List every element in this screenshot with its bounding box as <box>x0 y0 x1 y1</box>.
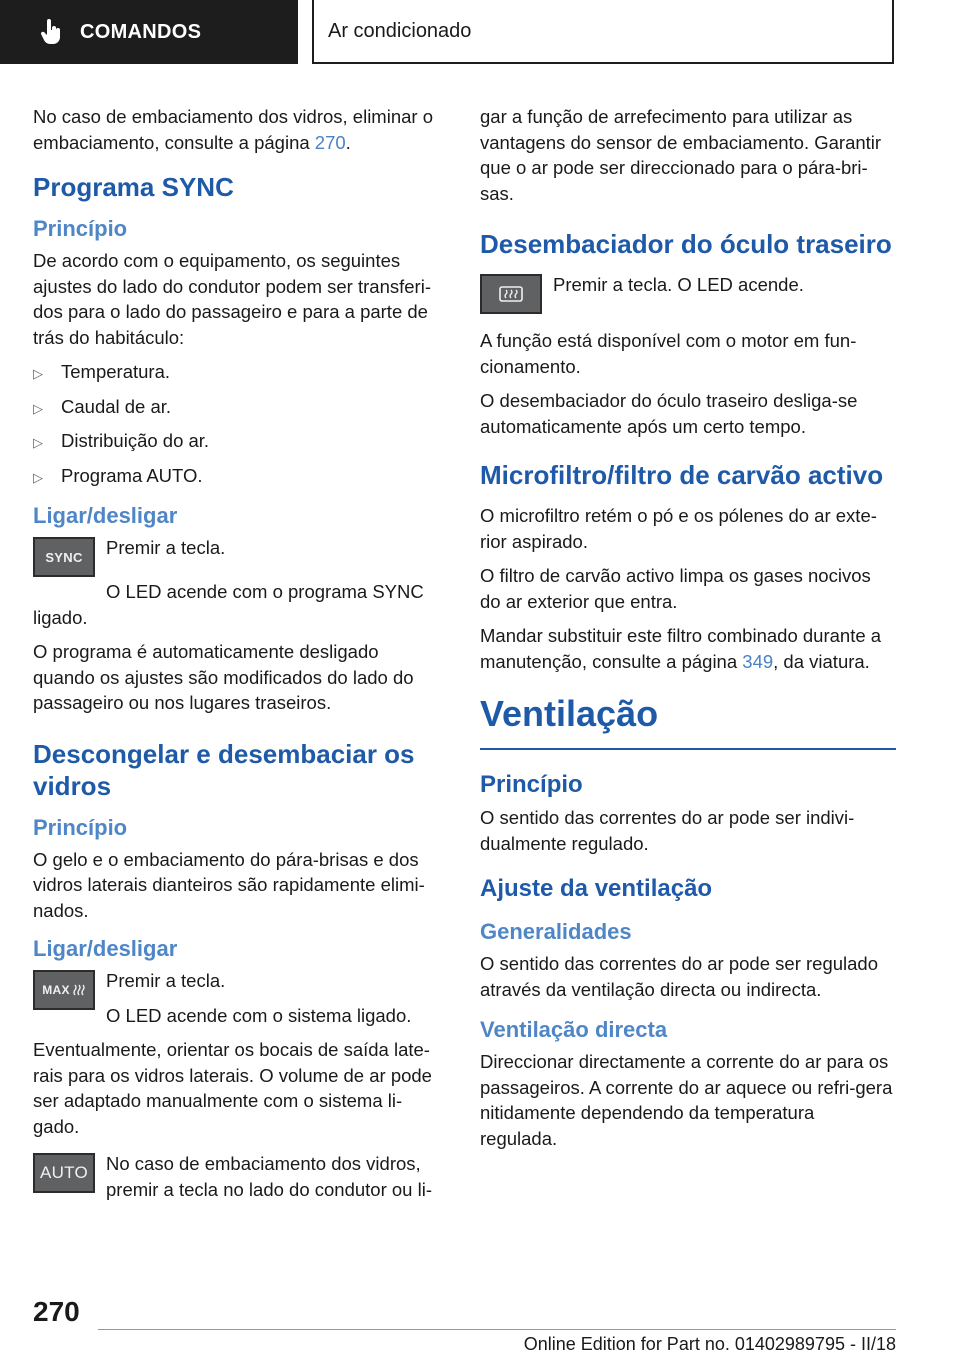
chapter-title-text: Ar condicionado <box>328 19 472 42</box>
left-column <box>33 104 445 1211</box>
auto-text: No caso de embaciamento dos vidros, premir a tecla no lado do condutor ou li- <box>106 1153 432 1200</box>
triangle-bullet-icon: ▷ <box>33 366 43 381</box>
intro-paragraph: No caso de embaciamento dos vidros, eliminar o embaciamento, consulte a página 270. <box>33 106 433 153</box>
edition-footer: Online Edition for Part no. 01402989795 - II/18 <box>523 1334 896 1354</box>
sync-principle-heading: Princípio <box>33 216 128 241</box>
defrost-principle-text: O gelo e o embaciamento do pára-brisas e dos vidros laterais dianteiros são rapidamente elimi-nados. <box>33 848 425 921</box>
hand-pointer-icon <box>40 19 62 45</box>
triangle-bullet-icon: ▷ <box>33 400 43 416</box>
chapter-title <box>312 0 894 64</box>
sync-onoff-heading: Ligar/desligar <box>33 503 178 528</box>
rear-heater-symbol-icon <box>498 285 524 303</box>
page-reference-link[interactable]: 270 <box>314 131 346 153</box>
max-press-text: Premir a tecla. <box>106 970 226 991</box>
rear-key-row <box>480 272 896 314</box>
list-item: ▷ Temperatura. <box>33 359 445 387</box>
right-column <box>480 104 896 1160</box>
defrost-onoff-heading: Ligar/desligar <box>33 936 178 961</box>
defrost-heading: Descongelar e desembaciar os vidros <box>33 738 415 801</box>
vents-text: Eventualmente, orientar os bocais de saída late-rais para os vidros laterais. O volume de ar pode ser adaptado manualmente com o sistema li-gado. <box>33 1039 432 1137</box>
filter-text-1: O microfiltro retém o pó e os pólenes do ar exte-rior aspirado. <box>480 505 877 552</box>
sync-key-icon: SYNC <box>33 537 95 577</box>
list-item: ▷ Caudal de ar. <box>33 394 445 422</box>
auto-key-icon: AUTO <box>33 1153 95 1193</box>
triangle-bullet-icon: ▷ <box>33 469 43 485</box>
rear-press-text: Premir a tecla. O LED acende. <box>553 274 804 295</box>
list-item: ▷ Programa AUTO. <box>33 463 445 491</box>
defrost-principle-heading: Princípio <box>33 814 128 840</box>
max-key-row <box>33 968 445 1028</box>
adjust-heading: Ajuste da ventilação <box>480 875 713 902</box>
ventilation-principle-heading: Princípio <box>480 771 583 798</box>
rear-text-1: A função está disponível com o motor em fun-cionamento. <box>480 330 857 377</box>
filter-text-2: O filtro de carvão activo limpa os gases nocivos do ar exterior que entra. <box>480 565 871 612</box>
general-heading: Generalidades <box>480 919 632 944</box>
section-title: COMANDOS <box>80 20 202 43</box>
sync-led-text: O LED acende com o programa SYNC ligado. <box>33 581 424 628</box>
rear-text-2: O desembaciador do óculo traseiro desliga-se automaticamente após um certo tempo. <box>480 390 858 437</box>
ventilation-heading: Ventilação <box>480 692 896 750</box>
general-text: O sentido das correntes do ar pode ser regulado através da ventilação directa ou indirecta. <box>480 953 878 1000</box>
auto-key-row <box>33 1151 445 1202</box>
continuation-text: gar a função de arrefecimento para utilizar as vantagens do sensor de embaciamento. Garantir que o ar pode ser direccionado para o pára-bri-sas. <box>480 106 882 204</box>
max-led-text: O LED acende com o sistema ligado. <box>106 1004 412 1026</box>
rear-defroster-heading: Desembaciador do óculo traseiro <box>480 229 892 259</box>
filter-text-3: Mandar substituir este filtro combinado durante a manutenção, consulte a página 349, da viatura. <box>480 625 882 672</box>
page-reference-link[interactable]: 349 <box>742 650 774 672</box>
sync-press-text: Premir a tecla. <box>106 537 226 558</box>
max-defrost-key-icon: MAX <box>33 970 95 1010</box>
section-tab <box>0 0 298 64</box>
ventilation-principle-text: O sentido das correntes do ar pode ser indivi-dualmente regulado. <box>480 807 855 854</box>
filter-heading: Microfiltro/filtro de carvão activo <box>480 460 884 490</box>
rear-window-heater-key-icon <box>480 274 542 314</box>
defrost-fan-icon <box>72 983 86 997</box>
triangle-bullet-icon: ▷ <box>33 435 43 450</box>
direct-heading: Ventilação directa <box>480 1017 668 1042</box>
direct-text: Direccionar directamente a corrente do ar para os passageiros. A corrente do ar aquece ou refri-gera nitidamente dependendo da temperatura regulada. <box>480 1051 893 1149</box>
sync-list <box>33 359 445 490</box>
footer-divider <box>98 1329 896 1330</box>
sync-heading: Programa SYNC <box>33 172 234 202</box>
sync-key-row <box>33 535 445 577</box>
sync-off-text: O programa é automaticamente desligado quando os ajustes são modificados do lado do passageiro ou nos lugares traseiros. <box>33 641 414 713</box>
sync-principle-text: De acordo com o equipamento, os seguintes ajustes do lado do condutor podem ser transferi-dos para o lado do passageiro e para a parte de trás do habitáculo: <box>33 250 431 348</box>
page-number: 270 <box>33 1296 80 1327</box>
list-item: ▷ Distribuição do ar. <box>33 428 445 456</box>
